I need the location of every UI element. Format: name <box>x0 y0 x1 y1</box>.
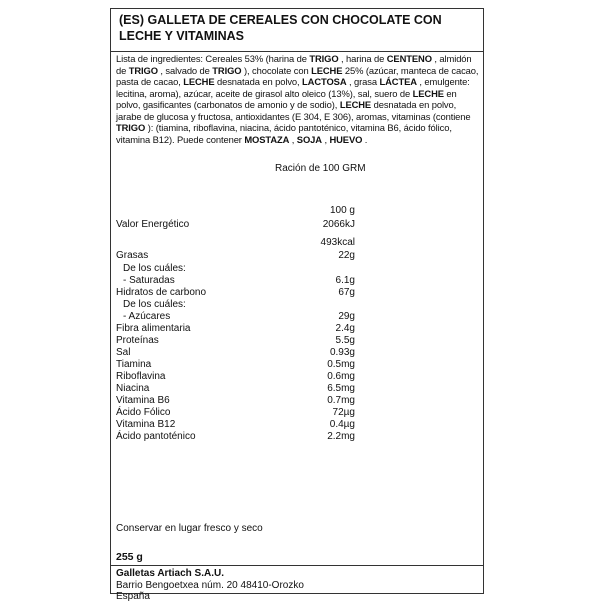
nutrition-label <box>110 8 484 602</box>
allergen: HUEVO <box>329 133 363 145</box>
ingredient-text: , almidón de <box>116 53 472 76</box>
nutrient-value: 22g <box>338 250 355 261</box>
nutrient-value: 67g <box>338 287 355 298</box>
nutrient-value: 5.5g <box>335 335 355 346</box>
ingredient-text: desnatada en polvo, <box>214 76 303 87</box>
nutrient-label: Fibra alimentaria <box>116 323 191 334</box>
allergen: LECHE <box>412 87 444 99</box>
nutrient-label: Niacina <box>116 383 150 394</box>
ingredient-text: , salvado de <box>157 64 213 76</box>
nutrient-label: Ácido Fólico <box>116 407 171 418</box>
allergen: SOJA <box>296 133 322 145</box>
title-divider <box>111 51 483 52</box>
nutrient-value: 0.4µg <box>329 419 355 430</box>
nutrient-value: 0.93g <box>329 347 355 358</box>
allergen: TRIGO <box>309 53 339 64</box>
nutrient-value: 0.7mg <box>327 395 355 406</box>
ingredient-text: , emulgente: lecitina, aroma), azúcar, aceite de girasol alto oleico (13%), sal, suero de <box>116 76 470 99</box>
nutrient-value: 0.6mg <box>327 371 355 382</box>
nutrient-label: Hidratos de carbono <box>116 287 207 298</box>
nutrient-label: Valor Energético <box>116 219 190 230</box>
nutrient-value: 6.1g <box>335 275 355 286</box>
nutrient-label: Grasas <box>116 250 149 261</box>
nutrient-value: 29g <box>338 311 355 322</box>
nutrient-value: 2066kJ <box>322 219 355 230</box>
nutrient-value: 6.5mg <box>327 383 355 394</box>
nutrient-value: 2.4g <box>335 323 355 334</box>
nutrient-label: De los cuáles: <box>123 299 186 310</box>
allergen: CENTENO <box>386 53 432 64</box>
company-address: Barrio Bengoetxea núm. 20 48410-Orozko <box>116 580 304 591</box>
allergen: LECHE <box>311 64 343 76</box>
nutrient-value: 493kcal <box>320 237 355 248</box>
nutrient-value: 2.2mg <box>327 431 355 442</box>
allergen: LECHE <box>339 99 372 110</box>
ingredients-list <box>116 53 482 145</box>
nutrient-label: Ácido pantoténico <box>116 431 196 442</box>
allergen: LACTOSA <box>302 76 347 87</box>
weight-divider <box>111 565 483 566</box>
nutrient-label: Riboflavina <box>116 371 166 382</box>
allergen: TRIGO <box>116 122 146 133</box>
ingredient-text: 25% (azúcar, manteca de cacao, pasta de cacao, <box>116 64 479 87</box>
nutrient-label: Vitamina B12 <box>116 419 176 430</box>
ingredient-text: Lista de ingredientes: Cereales 53% (harina de <box>116 53 310 64</box>
allergen: TRIGO <box>212 64 242 76</box>
storage-note: Conservar en lugar fresco y seco <box>116 523 263 534</box>
column-header: 100 g <box>329 205 355 216</box>
nutrient-label: Tiamina <box>116 359 152 370</box>
ingredient-text: desnatada en polvo, jarabe de glucosa y fructosa, antioxidantes (E 304, E 306), aromas, vitaminas (contiene <box>116 99 471 122</box>
allergen: MOSTAZA <box>244 133 290 145</box>
nutrient-label: De los cuáles: <box>123 263 186 274</box>
nutrient-label: - Saturadas <box>123 275 175 286</box>
allergen: LECHE <box>183 76 215 87</box>
nutrient-label: Sal <box>116 347 131 358</box>
nutrient-value: 72µg <box>332 407 355 418</box>
company-name: Galletas Artiach S.A.U. <box>116 568 224 579</box>
nutrient-label: Proteínas <box>116 335 159 346</box>
ingredient-text: ): (tiamina, riboflavina, niacina, ácido pantoténico, vitamina B6, ácido fólico, vitamina B12). Puede contener <box>116 122 452 145</box>
nutrient-value: 0.5mg <box>327 359 355 370</box>
net-weight: 255 g <box>116 551 143 563</box>
allergen: LÁCTEA <box>379 76 417 87</box>
portion-label: Ración de 100 GRM <box>275 163 366 174</box>
allergen: TRIGO <box>128 64 158 76</box>
ingredient-text: , harina de <box>338 53 387 64</box>
ingredient-text: en polvo, gasificantes (carbonatos de amonio y de sodio), <box>116 87 457 110</box>
ingredient-text: . <box>362 133 368 145</box>
company-country: España <box>116 591 150 602</box>
product-title: (ES) GALLETA DE CEREALES CON CHOCOLATE CON LECHE Y VITAMINAS <box>119 13 442 43</box>
ingredient-text: , <box>321 133 330 145</box>
nutrient-label: Vitamina B6 <box>116 395 170 406</box>
ingredient-text: , <box>289 133 297 145</box>
ingredient-text: ), chocolate con <box>241 64 312 76</box>
nutrient-label: - Azúcares <box>123 311 171 322</box>
ingredient-text: , grasa <box>346 76 380 87</box>
